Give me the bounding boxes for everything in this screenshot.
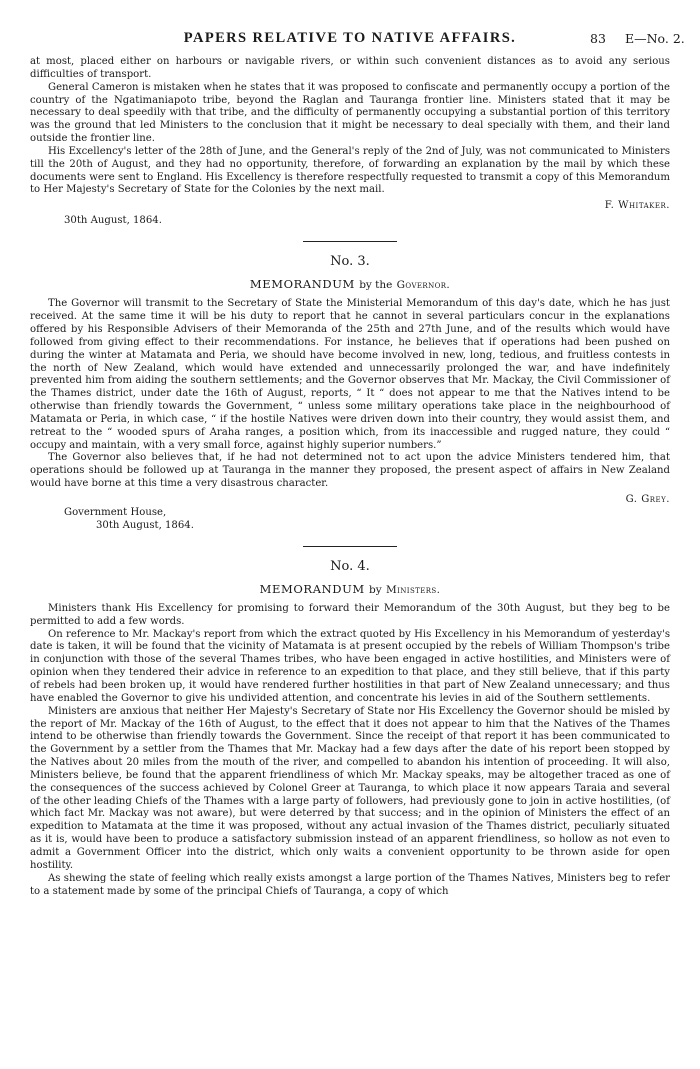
page-content: [30, 30, 685, 898]
memorandum-no-4: [30, 559, 670, 898]
signature-text: F. Whitaker.: [604, 200, 670, 212]
place-line: Government House,: [64, 506, 167, 518]
memo-title: [30, 277, 670, 292]
paragraph: Ministers are anxious that neither Her Majesty's Secretary of State nor His Excellency the Governor should be misled by the report of Mr. Mackay of the 16th of August, to the effect that it does not appear to him that the Natives of the Thames intend to be otherwise than friendly towards the Government. Since the receipt of that report it has been communicated to the Government by a settler from the Thames that Mr. Mackay had a few days after the date of his report been stopped by the Natives about 20 miles from the mouth of the river, and compelled to abandon his intention of proceeding. It will also, Ministers believe, be found that the apparent friendliness of which Mr. Mackay speaks, may be altogether traced as one of the consequences of the success achieved by Colonel Greer at Tauranga, to which place it now appears Taraia and several of the other leading Chiefs of the Thames with a large party of followers, had previously gone to join in active hostilities, (of which fact Mr. Mackay was not aware), but were deterred by that success; and in the opinion of Ministers the effect of an expedition to Matamata at the time it was proposed, without any actual invasion of the Thames district, peculiarly situated as it is, would have been to produce a satisfactory submission instead of an apparent friendliness, so hollow as not even to admit a Government Officer into the district, which only waits a convenient opportunity to be thrown aside for open hostility.: [30, 705, 670, 871]
memo-author: Governor.: [396, 279, 451, 292]
memo-number: No. 3.: [330, 254, 370, 270]
paragraph: On reference to Mr. Mackay's report from which the extract quoted by His Excellency in his Memorandum of yesterday's date is taken, it will be found that the vicinity of Matamata is at present occupied by the rebels of William Thompson's tribe in conjunction with those of the several Thames tribes, who have been engaged in active hostilities, and Ministers were of opinion when they tendered their advice in reference to an expedition to that place, and they still believe, that if this party of rebels had been broken up, it would have rendered further hostilities in that part of New Zealand unnecessary; and thus have enabled the Governor to give his undivided attention, and concentrate his levies in aid of the Southern settlements.: [30, 628, 670, 704]
signature-text: G. Grey.: [625, 493, 670, 505]
paragraph: The Governor also believes that, if he had not determined not to act upon the advice Ministers tendered him, that operations should be followed up at Tauranga in the manner they proposed, the present aspect of affairs in New Zealand would have borne at this time a very disastrous character.: [30, 452, 670, 490]
page-number: 83: [590, 31, 606, 46]
date-line: 30th August, 1864.: [96, 519, 194, 531]
memo-author: Ministers.: [385, 583, 441, 596]
memo-title-main: MEMORANDUM: [259, 581, 365, 596]
paragraph: As shewing the state of feeling which really exists amongst a large portion of the Thames Natives, Ministers beg to refer to a statement made by some of the principal Chiefs of Tauranga, a copy of which: [30, 872, 670, 897]
memo-title-by: by: [369, 583, 382, 596]
paragraph: The Governor will transmit to the Secretary of State the Ministerial Memorandum of this day's date, which he has just received. At the same time it will be his duty to report that he cannot in several particulars concur in the explanations offered by his Responsible Advisers of their Memoranda of the 25th and 27th June, and of the results which would have followed from giving effect to their recommendations. For instance, he believes that if operations had been pushed on during the winter at Matamata and Peria, we should have become involved in new, long, tedious, and fruitless contests in the north of New Zealand, which would have extended and unnecessarily prolonged the war, and have indefinitely prevented him from aiding the southern settlements; and the Governor observes that Mr. Mackay, the Civil Commissioner of the Thames district, under date the 16th of August, reports, “ It “ does not appear to me that the Natives intend to be otherwise than friendly towards the Government, “ unless some military operations take place in the neighbourhood of Matamata or Peria, in which case, “ if the hostile Natives were driven down into their country, they would assist them, and retreat to the “ wooded spurs of Araha ranges, a position which, from its inaccessible and rugged nature, they could “ occupy and maintain, with a very small force, against highly superior numbers.”: [30, 298, 670, 451]
section-divider: [303, 241, 397, 242]
memo-number: No. 4.: [330, 558, 370, 574]
memorandum-no-3: [30, 254, 670, 532]
memo-title: [30, 582, 670, 597]
signature-grey: [30, 493, 670, 506]
header-title: PAPERS RELATIVE TO NATIVE AFFAIRS.: [183, 30, 517, 46]
date-line: 30th August, 1864.: [64, 215, 162, 227]
memo-title-by: by the: [359, 279, 393, 292]
paragraph: General Cameron is mistaken when he states that it was proposed to confiscate and permanently occupy a portion of the country of the Ngatimaniapoto tribe, beyond the Raglan and Tauranga frontier line. Ministers stated that it may be necessary to deal speedily with that tribe, and the difficulty of permanently occupying a substantial portion of this territory was the ground that led Ministers to the conclusion that it might be necessary to deal specially with them, and their land outside the frontier line.: [30, 81, 670, 145]
paragraph: Ministers thank His Excellency for promising to forward their Memorandum of the 30th August, but they beg to be permitted to add a few words.: [30, 602, 670, 627]
memo-title-main: MEMORANDUM: [249, 277, 355, 292]
paragraph: at most, placed either on harbours or navigable rivers, or within such convenient distances as to avoid any serious difficulties of transport.: [30, 56, 670, 80]
section-divider: [303, 546, 397, 547]
continued-section: [30, 56, 670, 227]
running-header: [30, 30, 685, 56]
paper-reference: E—No. 2.: [625, 31, 685, 46]
paragraph: His Excellency's letter of the 28th of June, and the General's reply of the 2nd of July, was not communicated to Ministers till the 20th of August, and they had no opportunity, therefore, of forwarding an explanation by the mail by which these documents were sent to England. His Excellency is therefore respectfully requested to transmit a copy of this Memorandum to Her Majesty's Secretary of State for the Colonies by the next mail.: [30, 145, 670, 196]
signature-whitaker: [30, 199, 670, 212]
